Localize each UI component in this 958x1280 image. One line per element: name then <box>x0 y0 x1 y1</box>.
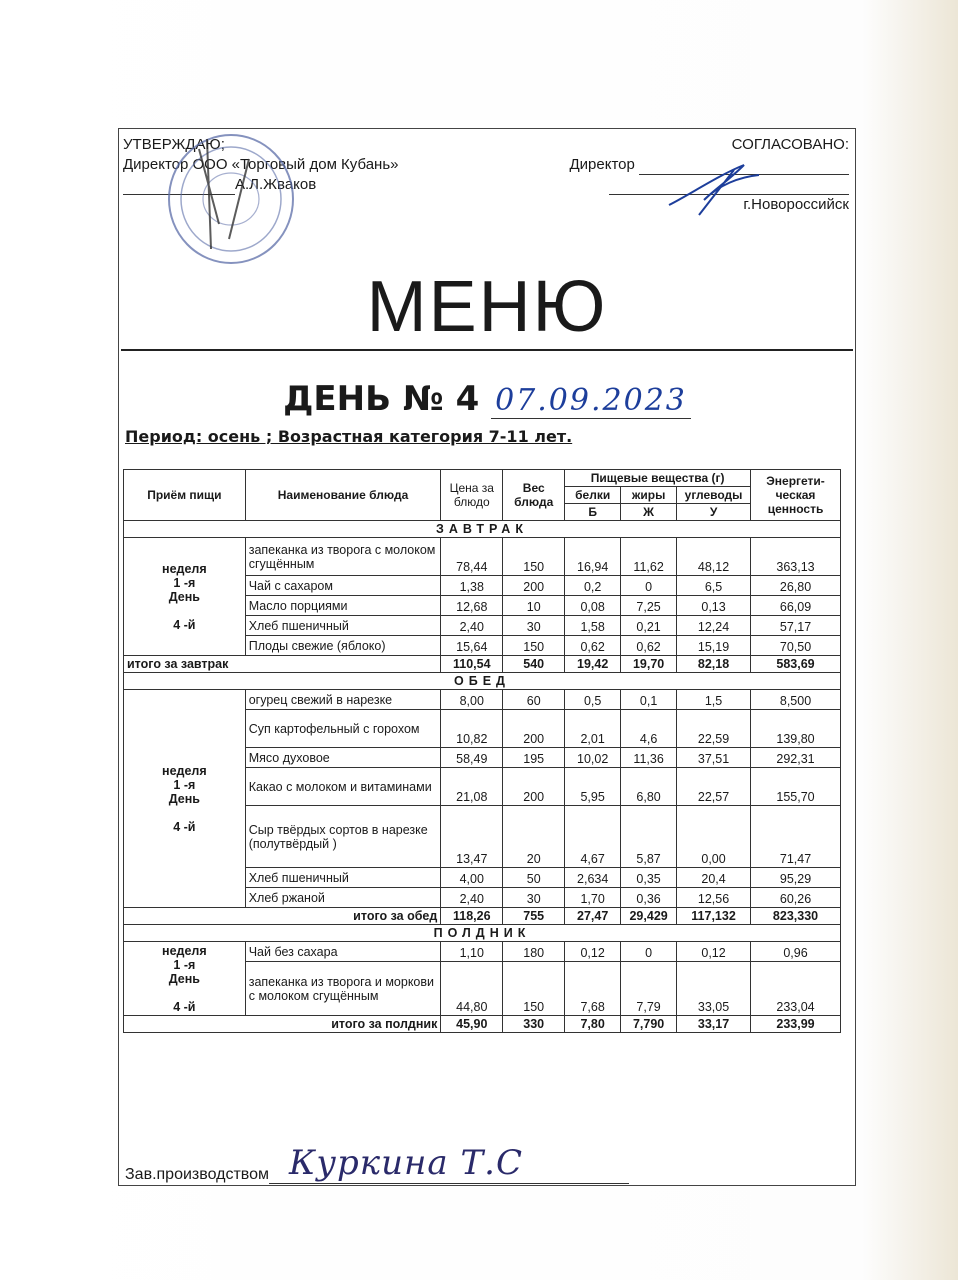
director-signature-icon <box>659 155 769 225</box>
dish-name: запеканка из творога и моркови с молоком сгущённым <box>245 962 441 1016</box>
price-cell: 21,08 <box>441 768 503 806</box>
price-cell: 44,80 <box>441 962 503 1016</box>
table-row <box>124 690 841 710</box>
menu-table-body <box>124 521 841 1033</box>
meal-group-cell <box>124 690 246 908</box>
fat-cell: 6,80 <box>621 768 677 806</box>
breakfast-total-row <box>124 656 841 673</box>
production-head-signature: Куркина Т.С <box>289 1143 523 1183</box>
fat-cell: 11,36 <box>621 748 677 768</box>
meal-group-line: День <box>168 589 200 604</box>
dish-name: Какао с молоком и витаминами <box>245 768 441 806</box>
breakfast-total-label: итого за завтрак <box>124 656 441 673</box>
meal-group-line: неделя <box>162 561 207 576</box>
meal-group-line: 1 -я <box>173 957 196 972</box>
table-row <box>124 942 841 962</box>
dish-name: Сыр твёрдых сортов в нарезке (полутвёрдый ) <box>245 806 441 868</box>
breakfast-section-row <box>124 521 841 538</box>
total-weight: 540 <box>503 656 565 673</box>
protein-cell: 4,67 <box>565 806 621 868</box>
dish-name: Плоды свежие (яблоко) <box>245 636 441 656</box>
header-weight: Вес блюда <box>503 470 565 521</box>
city: г.Новороссийск <box>743 196 849 213</box>
weight-cell: 195 <box>503 748 565 768</box>
energy-cell: 233,04 <box>751 962 841 1016</box>
fat-cell: 0,36 <box>621 888 677 908</box>
production-head-label: Зав.производством <box>125 1166 269 1183</box>
fat-cell: 7,79 <box>621 962 677 1016</box>
fat-cell: 0,62 <box>621 636 677 656</box>
weight-cell: 150 <box>503 636 565 656</box>
carbs-cell: 0,13 <box>677 596 751 616</box>
carbs-cell: 12,24 <box>677 616 751 636</box>
meal-group-line: 1 -я <box>173 575 196 590</box>
carbs-cell: 0,00 <box>677 806 751 868</box>
total-energy: 233,99 <box>751 1016 841 1033</box>
price-cell: 10,82 <box>441 710 503 748</box>
energy-cell: 95,29 <box>751 868 841 888</box>
signer-left: А.Л.Жваков <box>235 176 317 193</box>
energy-cell: 66,09 <box>751 596 841 616</box>
dish-name: Чай с сахаром <box>245 576 441 596</box>
total-protein: 27,47 <box>565 908 621 925</box>
fat-cell: 0 <box>621 576 677 596</box>
protein-cell: 5,95 <box>565 768 621 806</box>
weight-cell: 30 <box>503 616 565 636</box>
protein-cell: 10,02 <box>565 748 621 768</box>
header-energy: Энергети-ческая ценность <box>751 470 841 521</box>
energy-cell: 71,47 <box>751 806 841 868</box>
fat-cell: 7,25 <box>621 596 677 616</box>
meal-group-line: День <box>168 971 200 986</box>
day-date: 07.09.2023 <box>491 383 691 419</box>
energy-cell: 139,80 <box>751 710 841 748</box>
carbs-cell: 33,05 <box>677 962 751 1016</box>
header-nutrients: Пищевые вещества (г) <box>565 470 751 487</box>
total-carbs: 117,132 <box>677 908 751 925</box>
fat-cell: 5,87 <box>621 806 677 868</box>
protein-cell: 2,634 <box>565 868 621 888</box>
price-cell: 1,10 <box>441 942 503 962</box>
meal-group-line <box>127 806 242 820</box>
weight-cell: 200 <box>503 710 565 748</box>
dish-name: Хлеб пшеничный <box>245 868 441 888</box>
meal-group-line <box>127 986 242 1000</box>
meal-group-line: 4 -й <box>173 999 196 1014</box>
protein-cell: 7,68 <box>565 962 621 1016</box>
lunch-section-title: ОБЕД <box>124 673 841 690</box>
protein-cell: 0,08 <box>565 596 621 616</box>
header-carbs: углеводы <box>677 487 751 504</box>
stamp-seal-icon <box>159 129 299 269</box>
weight-cell: 60 <box>503 690 565 710</box>
protein-cell: 0,2 <box>565 576 621 596</box>
weight-cell: 20 <box>503 806 565 868</box>
energy-cell: 155,70 <box>751 768 841 806</box>
menu-table <box>123 469 841 1033</box>
total-weight: 330 <box>503 1016 565 1033</box>
snack-section-row <box>124 925 841 942</box>
dish-name: запеканка из творога с молоком сгущённым <box>245 538 441 576</box>
price-cell: 58,49 <box>441 748 503 768</box>
dish-name: Хлеб ржаной <box>245 888 441 908</box>
day-title <box>119 379 855 419</box>
fat-cell: 0,35 <box>621 868 677 888</box>
lunch-total-label: итого за обед <box>124 908 441 925</box>
energy-cell: 292,31 <box>751 748 841 768</box>
table-row <box>124 538 841 576</box>
weight-cell: 50 <box>503 868 565 888</box>
meal-group-line: День <box>168 791 200 806</box>
carbs-cell: 12,56 <box>677 888 751 908</box>
meal-group-line: неделя <box>162 763 207 778</box>
protein-cell: 0,5 <box>565 690 621 710</box>
divider <box>121 349 853 351</box>
menu-sheet <box>118 128 856 1186</box>
price-cell: 4,00 <box>441 868 503 888</box>
price-cell: 13,47 <box>441 806 503 868</box>
day-label: ДЕНЬ № 4 <box>283 379 480 419</box>
total-protein: 19,42 <box>565 656 621 673</box>
total-energy: 583,69 <box>751 656 841 673</box>
total-price: 45,90 <box>441 1016 503 1033</box>
header-meal: Приём пищи <box>124 470 246 521</box>
dish-name: Чай без сахара <box>245 942 441 962</box>
meal-group-line: 1 -я <box>173 777 196 792</box>
price-cell: 12,68 <box>441 596 503 616</box>
snack-total-row <box>124 1016 841 1033</box>
total-price: 110,54 <box>441 656 503 673</box>
total-fat: 7,790 <box>621 1016 677 1033</box>
energy-cell: 0,96 <box>751 942 841 962</box>
snack-section-title: ПОЛДНИК <box>124 925 841 942</box>
meal-group-line: неделя <box>162 943 207 958</box>
protein-cell: 0,12 <box>565 942 621 962</box>
header-fat: жиры <box>621 487 677 504</box>
dish-name: Хлеб пшеничный <box>245 616 441 636</box>
carbs-cell: 1,5 <box>677 690 751 710</box>
protein-cell: 1,58 <box>565 616 621 636</box>
protein-cell: 0,62 <box>565 636 621 656</box>
total-price: 118,26 <box>441 908 503 925</box>
total-carbs: 33,17 <box>677 1016 751 1033</box>
meal-group-line: 4 -й <box>173 819 196 834</box>
price-cell: 15,64 <box>441 636 503 656</box>
energy-cell: 8,500 <box>751 690 841 710</box>
header-protein: белки <box>565 487 621 504</box>
meal-group-cell <box>124 538 246 656</box>
agreed-label: СОГЛАСОВАНО: <box>731 136 849 153</box>
fat-cell: 11,62 <box>621 538 677 576</box>
weight-cell: 200 <box>503 576 565 596</box>
energy-cell: 60,26 <box>751 888 841 908</box>
production-head <box>125 1143 629 1184</box>
breakfast-section-title: ЗАВТРАК <box>124 521 841 538</box>
dish-name: Суп картофельный с горохом <box>245 710 441 748</box>
total-fat: 29,429 <box>621 908 677 925</box>
director-right: Директор <box>569 156 635 173</box>
protein-cell: 1,70 <box>565 888 621 908</box>
total-weight: 755 <box>503 908 565 925</box>
meal-group-cell <box>124 942 246 1016</box>
lunch-section-row <box>124 673 841 690</box>
header-price: Цена за блюдо <box>441 470 503 521</box>
dish-name: огурец свежий в нарезке <box>245 690 441 710</box>
header-protein-short: Б <box>565 504 621 521</box>
snack-total-label: итого за полдник <box>124 1016 441 1033</box>
price-cell: 8,00 <box>441 690 503 710</box>
energy-cell: 70,50 <box>751 636 841 656</box>
price-cell: 2,40 <box>441 616 503 636</box>
carbs-cell: 20,4 <box>677 868 751 888</box>
carbs-cell: 48,12 <box>677 538 751 576</box>
meal-group-line <box>127 604 242 618</box>
approve-label: УТВЕРЖДАЮ; <box>123 136 225 153</box>
period-line: Период: осень ; Возрастная категория 7-11 лет. <box>125 427 573 446</box>
carbs-cell: 15,19 <box>677 636 751 656</box>
weight-cell: 200 <box>503 768 565 806</box>
energy-cell: 363,13 <box>751 538 841 576</box>
dish-name: Масло порциями <box>245 596 441 616</box>
meal-group-line: 4 -й <box>173 617 196 632</box>
total-fat: 19,70 <box>621 656 677 673</box>
dish-name: Мясо духовое <box>245 748 441 768</box>
carbs-cell: 37,51 <box>677 748 751 768</box>
fat-cell: 4,6 <box>621 710 677 748</box>
carbs-cell: 22,59 <box>677 710 751 748</box>
carbs-cell: 0,12 <box>677 942 751 962</box>
weight-cell: 150 <box>503 538 565 576</box>
weight-cell: 10 <box>503 596 565 616</box>
page-title: МЕНЮ <box>366 267 608 347</box>
fat-cell: 0,21 <box>621 616 677 636</box>
weight-cell: 180 <box>503 942 565 962</box>
protein-cell: 16,94 <box>565 538 621 576</box>
header-fat-short: Ж <box>621 504 677 521</box>
carbs-cell: 6,5 <box>677 576 751 596</box>
director-left: Директор ООО «Торговый дом Кубань» <box>123 156 399 173</box>
fat-cell: 0,1 <box>621 690 677 710</box>
energy-cell: 26,80 <box>751 576 841 596</box>
header-dish: Наименование блюда <box>245 470 441 521</box>
price-cell: 2,40 <box>441 888 503 908</box>
energy-cell: 57,17 <box>751 616 841 636</box>
weight-cell: 30 <box>503 888 565 908</box>
total-energy: 823,330 <box>751 908 841 925</box>
lunch-total-row <box>124 908 841 925</box>
price-cell: 78,44 <box>441 538 503 576</box>
price-cell: 1,38 <box>441 576 503 596</box>
total-protein: 7,80 <box>565 1016 621 1033</box>
header-carbs-short: У <box>677 504 751 521</box>
fat-cell: 0 <box>621 942 677 962</box>
carbs-cell: 22,57 <box>677 768 751 806</box>
total-carbs: 82,18 <box>677 656 751 673</box>
protein-cell: 2,01 <box>565 710 621 748</box>
weight-cell: 150 <box>503 962 565 1016</box>
